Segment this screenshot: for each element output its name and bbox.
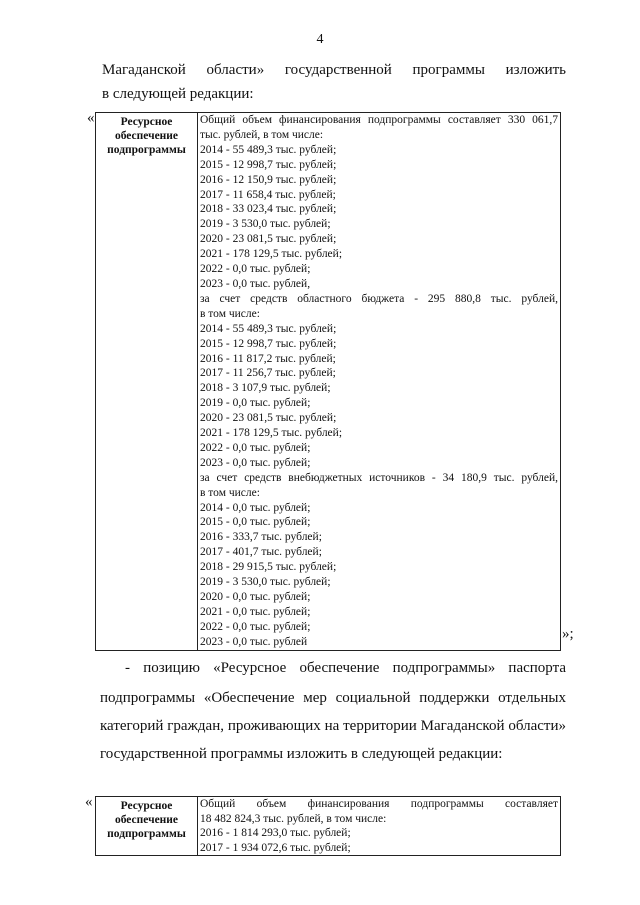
open-quote-1: «	[87, 110, 95, 126]
funding-line: Общий объем финансирования подпрограммы составляет	[200, 798, 558, 810]
funding-line: 2018 - 29 915,5 тыс. рублей;	[200, 561, 337, 574]
funding-line: 2023 - 0,0 тыс. рублей	[200, 635, 308, 648]
funding-line: 2019 - 3 530,0 тыс. рублей;	[200, 218, 331, 231]
funding-line: 2023 - 0,0 тыс. рублей,	[200, 277, 311, 290]
label-line: обеспечение	[114, 130, 179, 142]
funding-line: 2021 - 0,0 тыс. рублей;	[200, 605, 311, 618]
resource-label-1	[96, 113, 198, 651]
funding-line: 2021 - 178 129,5 тыс. рублей;	[200, 427, 343, 440]
funding-line: 2018 - 33 023,4 тыс. рублей;	[200, 203, 337, 216]
funding-line: 2020 - 0,0 тыс. рублей;	[200, 591, 311, 603]
funding-line: 18 482 824,3 тыс. рублей, в том числе:	[200, 812, 387, 825]
intro-line-1: Магаданской области» государственной программы изложить	[102, 62, 566, 78]
funding-line: 2014 - 0,0 тыс. рублей;	[200, 501, 311, 514]
resource-label-2	[96, 797, 198, 856]
funding-line: за счет средств внебюджетных источников - 34 180,9 тыс. рублей,	[200, 471, 558, 484]
label-line: обеспечение	[114, 814, 179, 826]
funding-line: 2017 - 1 934 072,6 тыс. рублей;	[200, 841, 351, 854]
paragraph-line-2: подпрограммы «Обеспечение мер социальной поддержки отдельных	[100, 690, 566, 706]
page-number: 4	[316, 32, 324, 47]
open-quote-2: «	[85, 794, 93, 810]
funding-line: 2016 - 11 817,2 тыс. рублей;	[200, 352, 336, 365]
funding-line: 2021 - 178 129,5 тыс. рублей;	[200, 248, 343, 261]
paragraph-line-1: - позицию «Ресурсное обеспечение подпрограммы» паспорта	[125, 660, 566, 676]
funding-line: 2017 - 11 256,7 тыс. рублей;	[200, 367, 336, 380]
funding-line: 2020 - 23 081,5 тыс. рублей;	[200, 412, 337, 425]
resource-table-2	[95, 796, 561, 856]
paragraph-line-4: государственной программы изложить в следующей редакции:	[100, 746, 503, 762]
funding-line: в том числе:	[200, 486, 260, 499]
funding-line: 2016 - 1 814 293,0 тыс. рублей;	[200, 827, 351, 839]
resource-content-2	[198, 797, 561, 856]
funding-line: 2016 - 12 150,9 тыс. рублей;	[200, 173, 337, 186]
close-quote-1: »;	[562, 626, 574, 642]
resource-content-1	[198, 113, 561, 651]
funding-line: 2015 - 0,0 тыс. рублей;	[200, 516, 311, 529]
funding-line: 2019 - 3 530,0 тыс. рублей;	[200, 576, 331, 589]
funding-line: 2020 - 23 081,5 тыс. рублей;	[200, 233, 337, 246]
funding-line: 2015 - 12 998,7 тыс. рублей;	[200, 337, 337, 350]
funding-line: 2018 - 3 107,9 тыс. рублей;	[200, 382, 331, 395]
funding-line: 2017 - 11 658,4 тыс. рублей;	[200, 188, 336, 201]
label-line: Ресурсное	[120, 800, 173, 812]
label-line: подпрограммы	[107, 144, 186, 156]
funding-line: 2015 - 12 998,7 тыс. рублей;	[200, 158, 337, 171]
label-line: подпрограммы	[107, 828, 186, 840]
label-line: Ресурсное	[120, 116, 173, 128]
funding-line: 2019 - 0,0 тыс. рублей;	[200, 397, 311, 410]
funding-line: 2017 - 401,7 тыс. рублей;	[200, 546, 322, 559]
funding-line: 2016 - 333,7 тыс. рублей;	[200, 531, 322, 544]
intro-line-2: в следующей редакции:	[102, 86, 254, 102]
funding-line: 2022 - 0,0 тыс. рублей;	[200, 441, 311, 454]
funding-line: тыс. рублей, в том числе:	[200, 128, 324, 141]
paragraph-line-3: категорий граждан, проживающих на территории Магаданской области»	[100, 718, 566, 734]
funding-line: 2022 - 0,0 тыс. рублей;	[200, 620, 311, 633]
funding-line: 2022 - 0,0 тыс. рублей;	[200, 263, 311, 276]
funding-line: 2014 - 55 489,3 тыс. рублей;	[200, 143, 337, 156]
funding-line: в том числе:	[200, 307, 260, 320]
resource-table-1	[95, 112, 561, 651]
funding-line: 2023 - 0,0 тыс. рублей;	[200, 456, 311, 469]
funding-line: 2014 - 55 489,3 тыс. рублей;	[200, 322, 337, 335]
funding-line: Общий объем финансирования подпрограммы составляет 330 061,7	[200, 114, 558, 126]
funding-line: за счет средств областного бюджета - 295 880,8 тыс. рублей,	[200, 292, 558, 305]
